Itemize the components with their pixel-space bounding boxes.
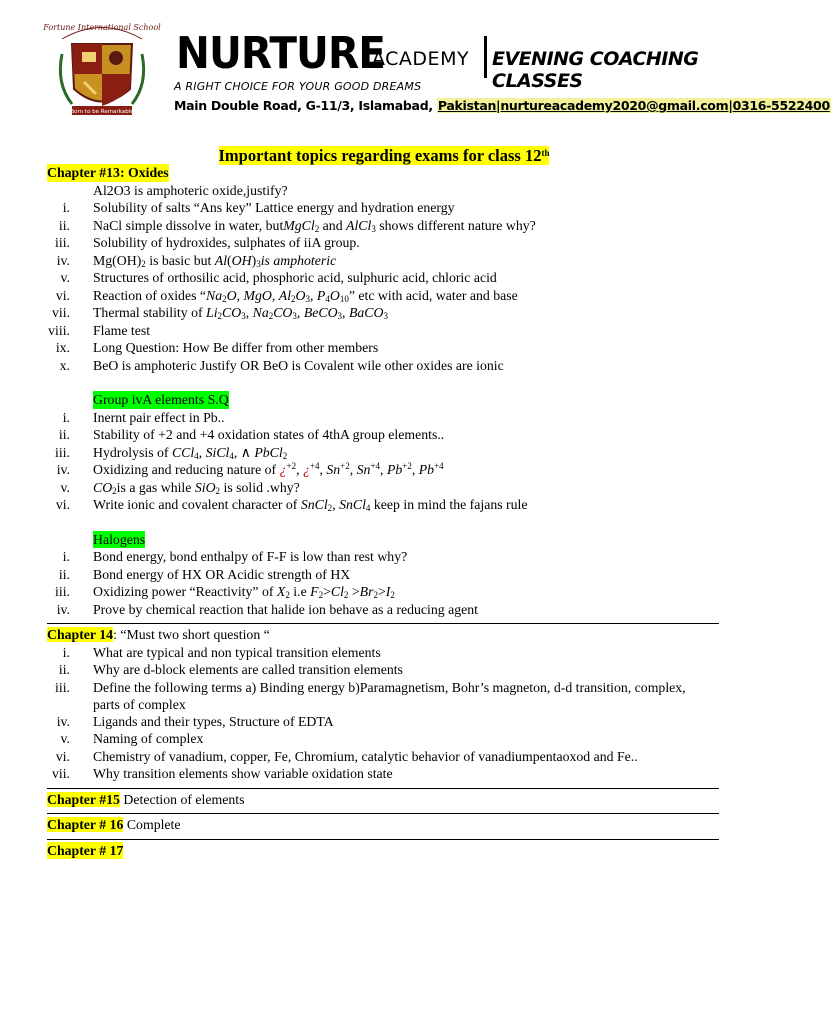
- list-item: i. Solubility of salts “Ans key” Lattice energy and hydration energy: [62, 200, 455, 215]
- brand-evening-classes: EVENING COACHING CLASSES: [492, 48, 699, 92]
- list-item: iii. Hydrolysis of CCl$_4$, SiCl$_4$, ∧ PbCl$_2$: [55, 444, 288, 461]
- list-item: i. Inernt pair effect in Pb..: [62, 409, 225, 425]
- divider: [47, 788, 719, 789]
- list-item: vi. Chemistry of vanadium, copper, Fe, Chromium, catalytic behavior of vanadiumpentaoxod and Fe..: [55, 748, 638, 764]
- brand-separator: [484, 36, 487, 78]
- list-item: ii. Why are d-block elements are called transition elements: [58, 662, 403, 677]
- list-item: ii. Bond energy of HX OR Acidic strength of HX: [58, 566, 351, 582]
- divider: [47, 813, 719, 814]
- address-prefix: Main Double Road, G-11/3, Islamabad,: [174, 98, 437, 113]
- list-item: ix. Long Question: How Be differ from other members: [55, 340, 379, 355]
- list-item: vi. Reaction of oxides “$Na_2O$, MgO, $Al_2O_3$, $P_4O_{10}$” etc with acid, water and base: [55, 287, 518, 304]
- brand-name: NURTURE: [176, 28, 385, 79]
- school-crest-logo: [42, 14, 162, 124]
- address-line: [174, 98, 831, 113]
- list-item: iii. Oxidizing power “Reactivity” of $X_2$ i.e $F_2>Cl_2 >Br_2>I_2$: [55, 584, 395, 600]
- chapter-13-intro: Al2O3 is amphoteric oxide,justify?: [93, 182, 288, 198]
- list-item: v. $CO_2is$ a gas while SiO$_2$ is solid .why?: [60, 479, 300, 496]
- chapter-17-heading: Chapter # 17: [47, 842, 124, 858]
- list-item: iv. $Mg(OH)_2$ is basic but $Al(OH)_3is$ amphoteric: [56, 252, 337, 269]
- list-item: x. BeO is amphoteric Justify OR BeO is Covalent wile other oxides are ionic: [59, 357, 504, 373]
- list-item: iii. Define the following terms a) Binding energy b)Paramagnetism, Bohr’s magneton, d-d transition, complex, parts of complex: [55, 679, 686, 712]
- list-item: vii. Thermal stability of $Li_2CO_3$, $Na_2CO_3$, BeCO$_3$, BaCO$_3$: [51, 305, 388, 321]
- list-item: iii. Solubility of hydroxides, sulphates of iiA group.: [55, 235, 360, 250]
- chapter-14-heading: Chapter 14: “Must two short question “: [47, 627, 270, 642]
- document-body: [0, 164, 768, 859]
- chapter-16-heading: Chapter # 16 Complete: [47, 817, 181, 832]
- group-4a-heading: Group ivA elements S.Q: [93, 392, 229, 407]
- list-item: vi. Write ionic and covalent character of SnCl$_2$, SnCl$_4$ keep in mind the fajans rule: [55, 497, 528, 513]
- list-item: v. Naming of complex: [60, 731, 204, 746]
- crest-motto: Born to be Remarkable: [70, 109, 134, 115]
- brand-tagline: A RIGHT CHOICE FOR YOUR GOOD DREAMS: [174, 80, 422, 93]
- divider: [47, 839, 719, 840]
- list-item: v. Structures of orthosilic acid, phosphoric acid, sulphuric acid, chloric acid: [60, 270, 497, 285]
- list-item: viii. Flame test: [48, 322, 151, 338]
- list-item: iv. Oxidizing and reducing nature of ¿$^{+2}$, ¿$^{+4}$, $Sn^{+2}$, $Sn^{+4}$, $Pb^{+2}$, $Pb^{+4}$: [56, 461, 444, 477]
- brand-academy: ACADEMY: [372, 48, 470, 70]
- halogens-heading: Halogens: [93, 531, 146, 547]
- contact-info: Pakistan|nurtureacademy2020@gmail.com|0316-5522400: [437, 98, 830, 113]
- list-item: vii. Why transition elements show variable oxidation state: [51, 766, 393, 781]
- divider: [47, 623, 719, 624]
- chapter-15-heading: Chapter #15 Detection of elements: [47, 791, 245, 807]
- list-item: i. Bond energy, bond enthalpy of F-F is low than rest why?: [62, 549, 408, 564]
- list-item: iv. Ligands and their types, Structure of EDTA: [56, 713, 334, 729]
- list-item: iv. Prove by chemical reaction that halide ion behave as a reducing agent: [56, 601, 479, 617]
- crest-arc-text: Fortune International School: [43, 23, 161, 32]
- list-item: i. What are typical and non typical transition elements: [62, 644, 381, 660]
- chapter-13-heading: Chapter #13: Oxides: [47, 165, 169, 180]
- document-title: Important topics regarding exams for class 12th: [218, 146, 550, 165]
- list-item: ii. Stability of +2 and +4 oxidation states of 4thA group elements..: [58, 427, 445, 442]
- list-item: ii. NaCl simple dissolve in water, butMgCl$_2$ and AlCl$_3$ shows different nature why?: [58, 217, 536, 234]
